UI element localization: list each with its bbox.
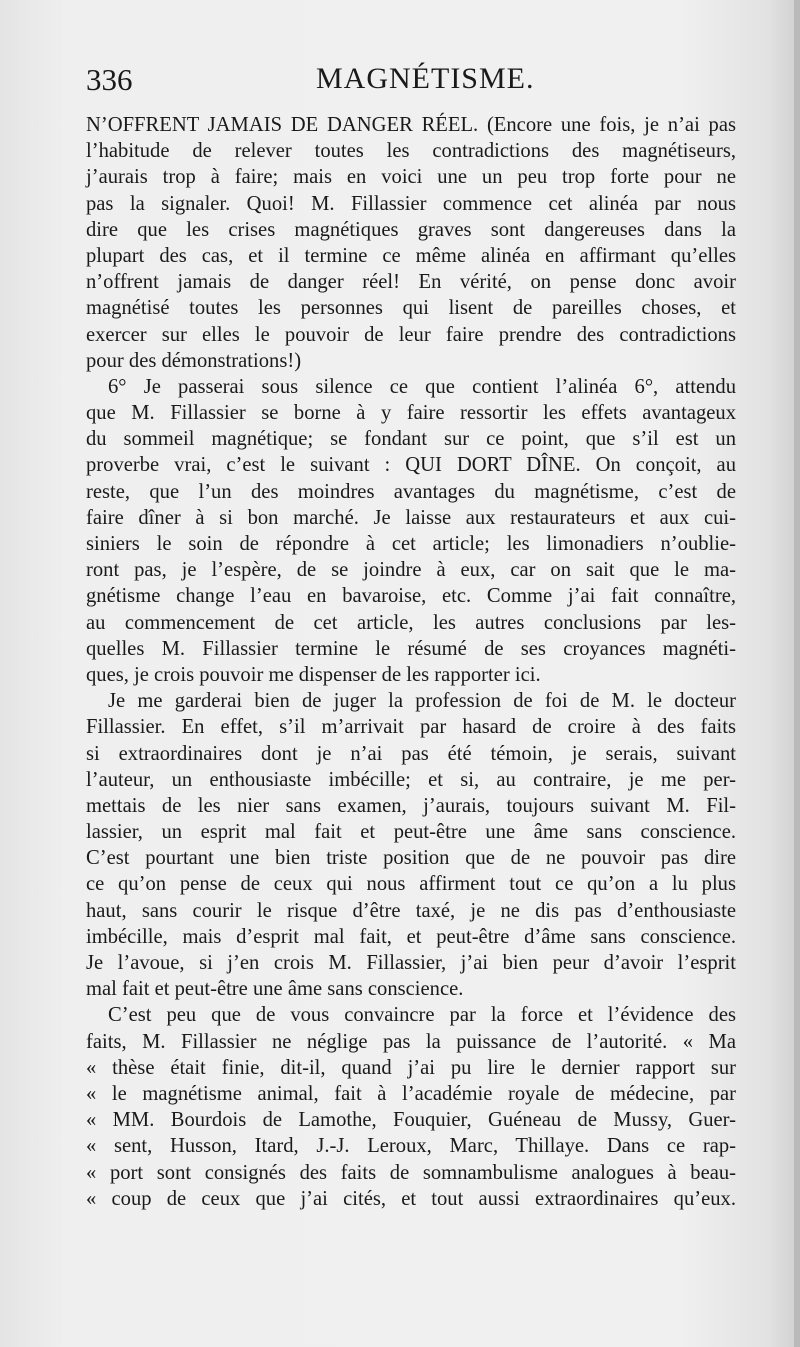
- text-line: ce qu’on pense de ceux qui nous affirment tout ce qu’on a lu plus: [86, 873, 736, 896]
- text-line: haut, sans courir le risque d’être taxé, je ne dis pas d’enthousiaste: [86, 899, 736, 922]
- text-line: que M. Fillassier se borne à y faire ressortir les effets avantageux: [86, 402, 736, 425]
- running-title: MAGNÉTISME.: [316, 62, 535, 95]
- text-line: magnétisé toutes les personnes qui lisent de pareilles choses, et: [86, 297, 736, 320]
- text-line: 6° Je passerai sous silence ce que contient l’alinéa 6°, attendu: [108, 375, 736, 398]
- text-line: mettais de les nier sans examen, j’aurais, toujours suivant M. Fil-: [86, 794, 736, 817]
- text-line: N’OFFRENT JAMAIS DE DANGER RÉEL. (Encore une fois, je n’ai pas: [86, 114, 736, 136]
- text-line: « coup de ceux que j’ai cités, et tout aussi extraordinaires qu’eux.: [86, 1187, 736, 1210]
- text-line: proverbe vrai, c’est le suivant : QUI DORT DÎNE. On conçoit, au: [86, 454, 736, 477]
- text-line: du sommeil magnétique; se fondant sur ce point, que s’il est un: [86, 428, 736, 451]
- text-line: j’aurais trop à faire; mais en voici une un peu trop forte pour ne: [86, 166, 736, 189]
- text-line: dire que les crises magnétiques graves sont dangereuses dans la: [86, 218, 736, 241]
- text-line: C’est pourtant une bien triste position que de ne pouvoir pas dire: [86, 847, 736, 870]
- body-text: [86, 112, 736, 1212]
- text-line: ques, je crois pouvoir me dispenser de les rapporter ici.: [86, 663, 541, 686]
- page-header: [86, 62, 736, 102]
- text-line: si extraordinaires dont je n’ai pas été témoin, je serais, suivant: [86, 742, 736, 765]
- page-edge-shadow: [794, 0, 800, 1347]
- text-line: « le magnétisme animal, fait à l’académie royale de médecine, par: [86, 1082, 736, 1105]
- text-line: lassier, un esprit mal fait et peut-être une âme sans conscience.: [86, 821, 736, 844]
- text-line: pas la signaler. Quoi! M. Fillassier commence cet alinéa par nous: [86, 192, 736, 215]
- text-line: faits, M. Fillassier ne néglige pas la puissance de l’autorité. « Ma: [86, 1030, 736, 1053]
- text-line: l’habitude de relever toutes les contradictions des magnétiseurs,: [86, 140, 736, 163]
- text-line: quelles M. Fillassier termine le résumé de ses croyances magnéti-: [86, 637, 736, 660]
- text-line: « MM. Bourdois de Lamothe, Fouquier, Guéneau de Mussy, Guer-: [86, 1109, 736, 1132]
- text-line: Je l’avoue, si j’en crois M. Fillassier, j’ai bien peur d’avoir l’esprit: [86, 952, 736, 974]
- text-line: n’offrent jamais de danger réel! En vérité, on pense donc avoir: [86, 271, 736, 294]
- text-line: au commencement de cet article, les autres conclusions par les-: [86, 611, 736, 634]
- text-line: faire dîner à si bon marché. Je laisse aux restaurateurs et aux cui-: [86, 506, 736, 529]
- page-number: 336: [86, 62, 133, 97]
- text-line: « thèse était finie, dit-il, quand j’ai pu lire le dernier rapport sur: [86, 1056, 736, 1079]
- text-line: C’est peu que de vous convaincre par la force et l’évidence des: [108, 1004, 736, 1027]
- text-line: pour des démonstrations!): [86, 349, 302, 372]
- text-line: Je me garderai bien de juger la profession de foi de M. le docteur: [108, 690, 736, 713]
- text-line: reste, que l’un des moindres avantages du magnétisme, c’est de: [86, 480, 736, 503]
- text-line: plupart des cas, et il termine ce même alinéa en affirmant qu’elles: [86, 244, 736, 267]
- text-line: « port sont consignés des faits de somnambulisme analogues à beau-: [86, 1161, 736, 1184]
- text-line: Fillassier. En effet, s’il m’arrivait par hasard de croire à des faits: [86, 716, 736, 739]
- text-line: ront pas, je l’espère, de se joindre à eux, car on sait que le ma-: [86, 559, 736, 582]
- text-line: imbécille, mais d’esprit mal fait, et peut-être d’âme sans conscience.: [86, 925, 736, 948]
- text-line: « sent, Husson, Itard, J.-J. Leroux, Marc, Thillaye. Dans ce rap-: [86, 1135, 736, 1158]
- text-line: exercer sur elles le pouvoir de leur faire prendre des contradictions: [86, 323, 736, 346]
- text-line: siniers le soin de répondre à cet article; les limonadiers n’oublie-: [86, 533, 736, 555]
- text-line: mal fait et peut-être une âme sans conscience.: [86, 978, 464, 1001]
- text-line: gnétisme change l’eau en bavaroise, etc. Comme j’ai fait connaître,: [86, 585, 736, 608]
- text-line: l’auteur, un enthousiaste imbécille; et si, au contraire, je me per-: [86, 768, 736, 791]
